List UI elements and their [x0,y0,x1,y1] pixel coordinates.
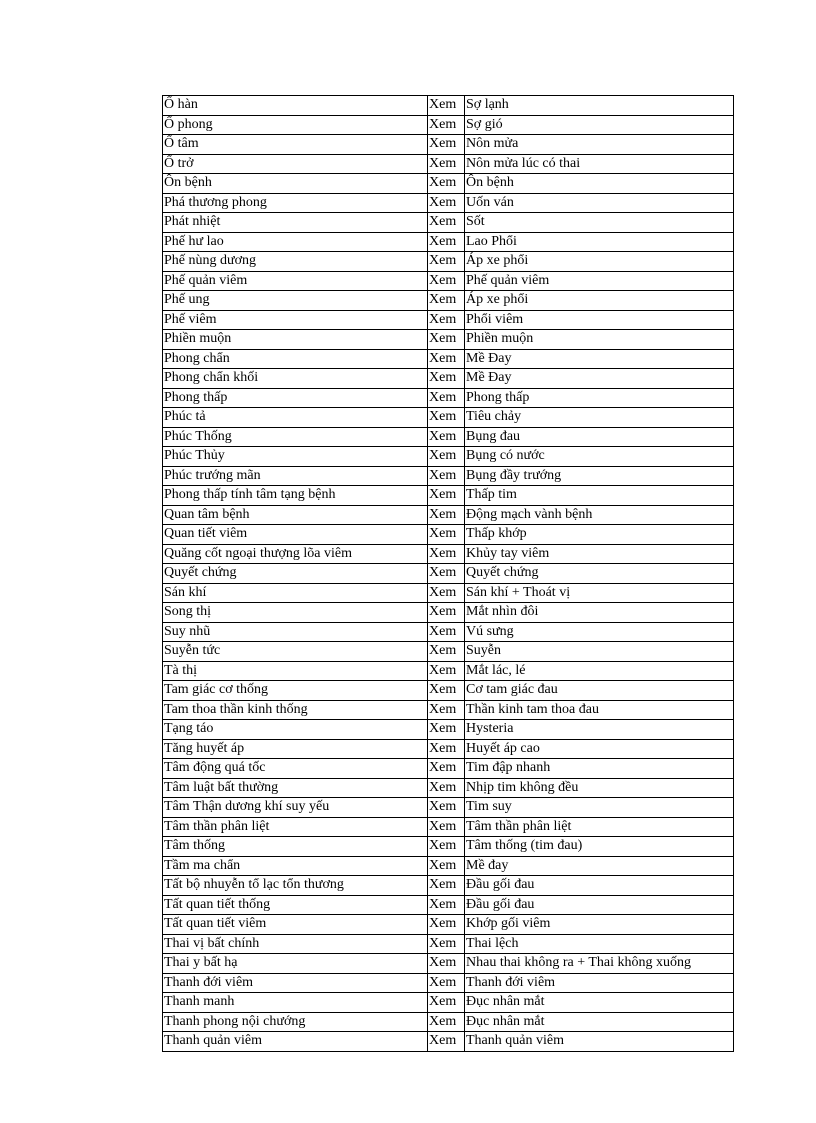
target-cell: Thanh đới viêm [465,973,734,993]
target-cell: Hysteria [465,720,734,740]
table-row [163,720,734,740]
table-row [163,525,734,545]
term-cell: Phế hư lao [163,232,428,252]
term-cell: Suyễn tức [163,642,428,662]
see-cell: Xem [428,973,465,993]
table-row [163,349,734,369]
see-cell: Xem [428,466,465,486]
term-cell: Song thị [163,603,428,623]
see-cell: Xem [428,700,465,720]
see-cell: Xem [428,505,465,525]
target-cell: Tim đập nhanh [465,759,734,779]
target-cell: Thấp tim [465,486,734,506]
term-cell: Ố hàn [163,96,428,116]
see-cell: Xem [428,388,465,408]
table-row [163,115,734,135]
see-cell: Xem [428,993,465,1013]
target-cell: Mắt nhìn đôi [465,603,734,623]
see-cell: Xem [428,915,465,935]
see-cell: Xem [428,271,465,291]
table-row [163,1012,734,1032]
term-cell: Ố tâm [163,135,428,155]
term-cell: Tâm thống [163,837,428,857]
table-row [163,817,734,837]
target-cell: Áp xe phổi [465,252,734,272]
target-cell: Cơ tam giác đau [465,681,734,701]
target-cell: Áp xe phổi [465,291,734,311]
term-cell: Phong thấp tính tâm tạng bệnh [163,486,428,506]
see-cell: Xem [428,564,465,584]
term-cell: Thanh manh [163,993,428,1013]
table-row [163,661,734,681]
term-cell: Tất quan tiết viêm [163,915,428,935]
table-row [163,330,734,350]
target-cell: Quyết chứng [465,564,734,584]
table-row [163,954,734,974]
see-cell: Xem [428,739,465,759]
target-cell: Thần kinh tam thoa đau [465,700,734,720]
target-cell: Nôn mửa [465,135,734,155]
term-cell: Tà thị [163,661,428,681]
table-row [163,388,734,408]
target-cell: Bụng đau [465,427,734,447]
term-cell: Tăng huyết áp [163,739,428,759]
table-row [163,856,734,876]
table-row [163,642,734,662]
term-cell: Thanh đới viêm [163,973,428,993]
table-row [163,271,734,291]
target-cell: Phổi viêm [465,310,734,330]
term-cell: Sán khí [163,583,428,603]
target-cell: Tim suy [465,798,734,818]
see-cell: Xem [428,798,465,818]
table-row [163,505,734,525]
term-cell: Thanh quản viêm [163,1032,428,1052]
see-cell: Xem [428,174,465,194]
target-cell: Huyết áp cao [465,739,734,759]
target-cell: Nhịp tim không đều [465,778,734,798]
term-cell: Phúc Thủy [163,447,428,467]
target-cell: Suyễn [465,642,734,662]
table-row [163,310,734,330]
term-cell: Phong thấp [163,388,428,408]
term-cell: Phế ung [163,291,428,311]
term-cell: Tâm Thận dương khí suy yếu [163,798,428,818]
see-cell: Xem [428,135,465,155]
table-row [163,193,734,213]
target-cell: Tâm thống (tim đau) [465,837,734,857]
table-row [163,973,734,993]
table-row [163,174,734,194]
term-cell: Tầm ma chẩn [163,856,428,876]
see-cell: Xem [428,759,465,779]
see-cell: Xem [428,837,465,857]
table-row [163,798,734,818]
term-cell: Tâm thần phân liệt [163,817,428,837]
table-row [163,252,734,272]
see-cell: Xem [428,954,465,974]
target-cell: Nhau thai không ra + Thai không xuống [465,954,734,974]
target-cell: Mề Đay [465,349,734,369]
term-cell: Ôn bệnh [163,174,428,194]
table-row [163,583,734,603]
see-cell: Xem [428,486,465,506]
table-row [163,876,734,896]
target-cell: Vú sưng [465,622,734,642]
term-cell: Phế viêm [163,310,428,330]
table-row [163,993,734,1013]
see-cell: Xem [428,642,465,662]
see-cell: Xem [428,1012,465,1032]
term-cell: Tất bộ nhuyễn tổ lạc tổn thương [163,876,428,896]
see-cell: Xem [428,1032,465,1052]
table-row [163,915,734,935]
table-row [163,135,734,155]
term-cell: Quyết chứng [163,564,428,584]
see-cell: Xem [428,310,465,330]
term-cell: Tam thoa thần kinh thống [163,700,428,720]
term-cell: Phúc tả [163,408,428,428]
see-cell: Xem [428,681,465,701]
term-cell: Phong chẩn [163,349,428,369]
term-cell: Phế quản viêm [163,271,428,291]
target-cell: Ôn bệnh [465,174,734,194]
table-row [163,291,734,311]
see-cell: Xem [428,291,465,311]
see-cell: Xem [428,856,465,876]
table-row [163,96,734,116]
term-cell: Tạng táo [163,720,428,740]
table-row [163,427,734,447]
see-cell: Xem [428,252,465,272]
see-cell: Xem [428,603,465,623]
term-cell: Phiền muộn [163,330,428,350]
table-row [163,447,734,467]
see-cell: Xem [428,96,465,116]
table-row [163,759,734,779]
target-cell: Thai lệch [465,934,734,954]
see-cell: Xem [428,447,465,467]
target-cell: Phiền muộn [465,330,734,350]
see-cell: Xem [428,330,465,350]
target-cell: Lao Phổi [465,232,734,252]
target-cell: Đầu gối đau [465,895,734,915]
term-cell: Tâm luật bất thường [163,778,428,798]
see-cell: Xem [428,193,465,213]
see-cell: Xem [428,427,465,447]
term-cell: Tâm động quá tốc [163,759,428,779]
target-cell: Thấp khớp [465,525,734,545]
table-row [163,486,734,506]
target-cell: Bụng có nước [465,447,734,467]
table-row [163,466,734,486]
target-cell: Sán khí + Thoát vị [465,583,734,603]
see-cell: Xem [428,817,465,837]
table-row [163,700,734,720]
term-cell: Phế nùng dương [163,252,428,272]
table-row [163,369,734,389]
table-row [163,895,734,915]
see-cell: Xem [428,213,465,233]
table-row [163,837,734,857]
target-cell: Mề Đay [465,369,734,389]
term-cell: Tất quan tiết thống [163,895,428,915]
term-cell: Thai y bất hạ [163,954,428,974]
see-cell: Xem [428,349,465,369]
see-cell: Xem [428,115,465,135]
glossary-table [162,95,734,1052]
see-cell: Xem [428,934,465,954]
see-cell: Xem [428,408,465,428]
table-row [163,564,734,584]
see-cell: Xem [428,583,465,603]
target-cell: Uốn ván [465,193,734,213]
target-cell: Động mạch vành bệnh [465,505,734,525]
term-cell: Ố trở [163,154,428,174]
table-row [163,154,734,174]
table-row [163,934,734,954]
table-row [163,622,734,642]
table-row [163,603,734,623]
term-cell: Phá thương phong [163,193,428,213]
target-cell: Sợ gió [465,115,734,135]
see-cell: Xem [428,895,465,915]
target-cell: Đầu gối đau [465,876,734,896]
see-cell: Xem [428,525,465,545]
target-cell: Tâm thần phân liệt [465,817,734,837]
target-cell: Nôn mửa lúc có thai [465,154,734,174]
term-cell: Thai vị bất chính [163,934,428,954]
target-cell: Đục nhân mắt [465,993,734,1013]
see-cell: Xem [428,778,465,798]
term-cell: Quan tiết viêm [163,525,428,545]
term-cell: Ố phong [163,115,428,135]
see-cell: Xem [428,661,465,681]
see-cell: Xem [428,876,465,896]
target-cell: Khớp gối viêm [465,915,734,935]
term-cell: Phát nhiệt [163,213,428,233]
target-cell: Phế quản viêm [465,271,734,291]
term-cell: Phúc trướng mãn [163,466,428,486]
see-cell: Xem [428,544,465,564]
table-row [163,681,734,701]
term-cell: Quăng cốt ngoại thượng lõa viêm [163,544,428,564]
target-cell: Sợ lạnh [465,96,734,116]
term-cell: Tam giác cơ thống [163,681,428,701]
term-cell: Phong chẩn khối [163,369,428,389]
see-cell: Xem [428,369,465,389]
target-cell: Phong thấp [465,388,734,408]
target-cell: Khủy tay viêm [465,544,734,564]
table-row [163,408,734,428]
see-cell: Xem [428,232,465,252]
term-cell: Phúc Thống [163,427,428,447]
target-cell: Bụng đầy trướng [465,466,734,486]
table-row [163,213,734,233]
term-cell: Quan tâm bệnh [163,505,428,525]
see-cell: Xem [428,622,465,642]
table-row [163,232,734,252]
table-row [163,739,734,759]
table-row [163,1032,734,1052]
target-cell: Mắt lác, lé [465,661,734,681]
see-cell: Xem [428,720,465,740]
glossary-table-body [163,96,734,1052]
target-cell: Đục nhân mắt [465,1012,734,1032]
table-row [163,778,734,798]
target-cell: Sốt [465,213,734,233]
target-cell: Tiêu chảy [465,408,734,428]
target-cell: Mề đay [465,856,734,876]
term-cell: Thanh phong nội chướng [163,1012,428,1032]
target-cell: Thanh quản viêm [465,1032,734,1052]
table-row [163,544,734,564]
term-cell: Suy nhũ [163,622,428,642]
see-cell: Xem [428,154,465,174]
